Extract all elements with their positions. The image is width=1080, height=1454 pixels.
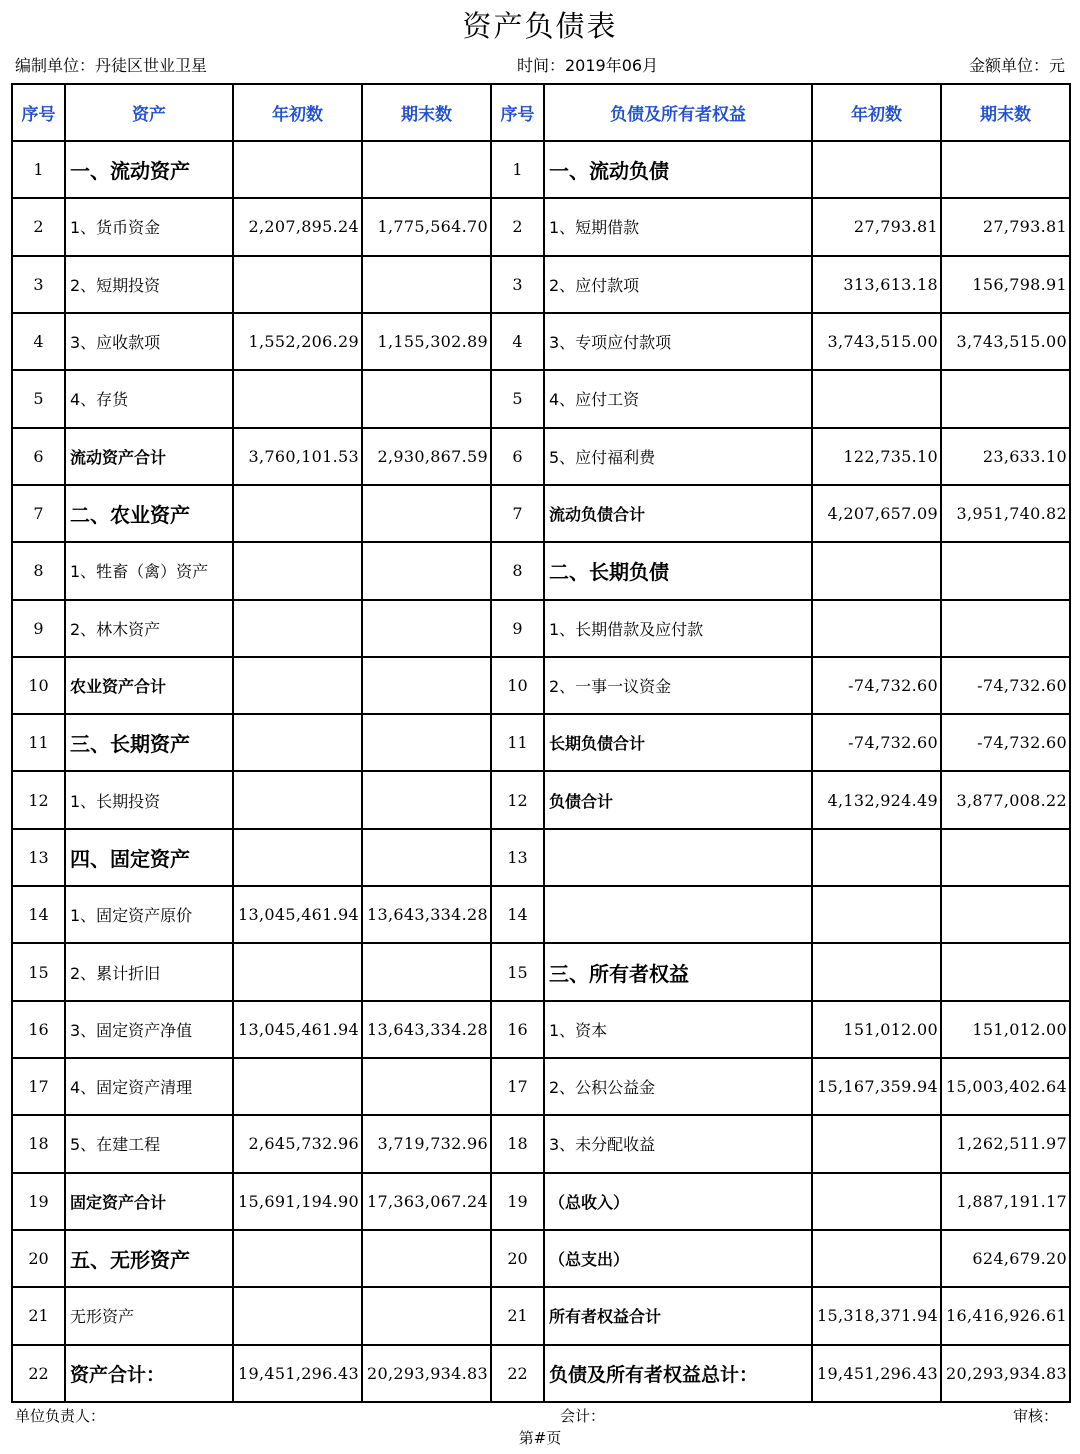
asset-closing-value <box>362 943 491 1000</box>
liability-opening-value: 15,318,371.94 <box>812 1287 941 1344</box>
row-seq-left: 21 <box>12 1287 65 1344</box>
row-seq-right: 13 <box>491 829 544 886</box>
liability-closing-value: 27,793.81 <box>941 198 1070 255</box>
row-seq-left: 17 <box>12 1058 65 1115</box>
liability-equity-name: 3、未分配收益 <box>544 1115 812 1172</box>
liability-closing-value: 3,743,515.00 <box>941 313 1070 370</box>
asset-name: 农业资产合计 <box>65 657 233 714</box>
liability-closing-value <box>941 370 1070 427</box>
row-seq-left: 7 <box>12 485 65 542</box>
liability-equity-name: 负债合计 <box>544 771 812 828</box>
row-seq-left: 14 <box>12 886 65 943</box>
liability-opening-value <box>812 141 941 198</box>
liability-closing-value <box>941 542 1070 599</box>
asset-name: 3、应收款项 <box>65 313 233 370</box>
asset-name: 3、固定资产净值 <box>65 1001 233 1058</box>
liability-equity-name: 三、所有者权益 <box>544 943 812 1000</box>
liability-opening-value: 15,167,359.94 <box>812 1058 941 1115</box>
liability-equity-name: 所有者权益合计 <box>544 1287 812 1344</box>
liability-opening-value: 122,735.10 <box>812 428 941 485</box>
asset-name: 四、固定资产 <box>65 829 233 886</box>
asset-closing-value <box>362 600 491 657</box>
table-row <box>12 313 1070 370</box>
liability-closing-value: 20,293,934.83 <box>941 1345 1070 1402</box>
asset-closing-value <box>362 829 491 886</box>
currency-unit: 金额单位：元 <box>968 56 1065 75</box>
liability-equity-name: 4、应付工资 <box>544 370 812 427</box>
asset-opening-value: 3,760,101.53 <box>233 428 362 485</box>
table-header-row <box>12 84 1070 141</box>
asset-closing-value: 13,643,334.28 <box>362 886 491 943</box>
row-seq-right: 15 <box>491 943 544 1000</box>
liability-closing-value: 624,679.20 <box>941 1230 1070 1287</box>
row-seq-right: 4 <box>491 313 544 370</box>
liability-opening-value: 4,132,924.49 <box>812 771 941 828</box>
liability-opening-value <box>812 600 941 657</box>
header-closing-right: 期末数 <box>941 84 1070 141</box>
row-seq-right: 3 <box>491 256 544 313</box>
asset-name: 五、无形资产 <box>65 1230 233 1287</box>
liability-opening-value: -74,732.60 <box>812 657 941 714</box>
asset-opening-value: 1,552,206.29 <box>233 313 362 370</box>
row-seq-right: 22 <box>491 1345 544 1402</box>
table-row <box>12 370 1070 427</box>
row-seq-left: 22 <box>12 1345 65 1402</box>
asset-name: 固定资产合计 <box>65 1173 233 1230</box>
liability-opening-value: 27,793.81 <box>812 198 941 255</box>
asset-name: 2、短期投资 <box>65 256 233 313</box>
liability-equity-name: （总收入） <box>544 1173 812 1230</box>
table-row <box>12 1287 1070 1344</box>
asset-closing-value <box>362 771 491 828</box>
header-opening-right: 年初数 <box>812 84 941 141</box>
asset-opening-value <box>233 542 362 599</box>
liability-closing-value: 1,887,191.17 <box>941 1173 1070 1230</box>
liability-closing-value: 16,416,926.61 <box>941 1287 1070 1344</box>
row-seq-right: 17 <box>491 1058 544 1115</box>
table-row <box>12 943 1070 1000</box>
asset-name: 2、林木资产 <box>65 600 233 657</box>
row-seq-left: 10 <box>12 657 65 714</box>
asset-opening-value <box>233 370 362 427</box>
asset-closing-value: 20,293,934.83 <box>362 1345 491 1402</box>
liability-opening-value: 4,207,657.09 <box>812 485 941 542</box>
row-seq-right: 16 <box>491 1001 544 1058</box>
liability-closing-value <box>941 829 1070 886</box>
table-row <box>12 829 1070 886</box>
header-seq-left: 序号 <box>12 84 65 141</box>
asset-opening-value <box>233 829 362 886</box>
table-row <box>12 1058 1070 1115</box>
asset-opening-value: 2,645,732.96 <box>233 1115 362 1172</box>
row-seq-left: 12 <box>12 771 65 828</box>
table-row <box>12 886 1070 943</box>
asset-opening-value <box>233 1287 362 1344</box>
asset-closing-value <box>362 370 491 427</box>
row-seq-right: 1 <box>491 141 544 198</box>
footer-auditor: 审核： <box>1012 1407 1058 1425</box>
liability-opening-value <box>812 943 941 1000</box>
asset-closing-value <box>362 1287 491 1344</box>
row-seq-left: 3 <box>12 256 65 313</box>
asset-name: 1、货币资金 <box>65 198 233 255</box>
row-seq-left: 2 <box>12 198 65 255</box>
header-liabilities-equity: 负债及所有者权益 <box>544 84 812 141</box>
liability-equity-name: 长期负债合计 <box>544 714 812 771</box>
row-seq-right: 18 <box>491 1115 544 1172</box>
asset-name: 一、流动资产 <box>65 141 233 198</box>
asset-name: 无形资产 <box>65 1287 233 1344</box>
asset-name: 三、长期资产 <box>65 714 233 771</box>
row-seq-left: 20 <box>12 1230 65 1287</box>
row-seq-left: 6 <box>12 428 65 485</box>
liability-equity-name: 二、长期负债 <box>544 542 812 599</box>
asset-opening-value <box>233 485 362 542</box>
reporting-unit: 编制单位：丹徒区世业卫星 <box>15 56 208 75</box>
row-seq-left: 11 <box>12 714 65 771</box>
asset-closing-value <box>362 256 491 313</box>
asset-closing-value: 2,930,867.59 <box>362 428 491 485</box>
row-seq-left: 13 <box>12 829 65 886</box>
table-row <box>12 771 1070 828</box>
liability-equity-name: 一、流动负债 <box>544 141 812 198</box>
asset-closing-value <box>362 485 491 542</box>
asset-opening-value <box>233 141 362 198</box>
row-seq-left: 1 <box>12 141 65 198</box>
liability-opening-value: 19,451,296.43 <box>812 1345 941 1402</box>
asset-name: 5、在建工程 <box>65 1115 233 1172</box>
liability-equity-name <box>544 829 812 886</box>
liability-closing-value: 23,633.10 <box>941 428 1070 485</box>
table-row <box>12 198 1070 255</box>
footer-accountant: 会计： <box>560 1407 606 1425</box>
asset-closing-value: 1,775,564.70 <box>362 198 491 255</box>
asset-opening-value <box>233 657 362 714</box>
report-time: 时间：2019年06月 <box>517 56 659 75</box>
liability-opening-value: 313,613.18 <box>812 256 941 313</box>
asset-closing-value <box>362 542 491 599</box>
row-seq-left: 15 <box>12 943 65 1000</box>
liability-closing-value: 3,951,740.82 <box>941 485 1070 542</box>
table-row <box>12 485 1070 542</box>
row-seq-left: 19 <box>12 1173 65 1230</box>
row-seq-right: 9 <box>491 600 544 657</box>
asset-opening-value: 19,451,296.43 <box>233 1345 362 1402</box>
asset-name: 1、牲畜（禽）资产 <box>65 542 233 599</box>
asset-opening-value: 15,691,194.90 <box>233 1173 362 1230</box>
table-row <box>12 714 1070 771</box>
row-seq-left: 8 <box>12 542 65 599</box>
table-row <box>12 428 1070 485</box>
asset-name: 二、农业资产 <box>65 485 233 542</box>
asset-opening-value <box>233 256 362 313</box>
row-seq-right: 5 <box>491 370 544 427</box>
asset-closing-value: 3,719,732.96 <box>362 1115 491 1172</box>
asset-name: 1、长期投资 <box>65 771 233 828</box>
liability-closing-value: 151,012.00 <box>941 1001 1070 1058</box>
row-seq-right: 2 <box>491 198 544 255</box>
liability-opening-value <box>812 370 941 427</box>
table-row <box>12 1173 1070 1230</box>
row-seq-left: 16 <box>12 1001 65 1058</box>
asset-name: 1、固定资产原价 <box>65 886 233 943</box>
liability-equity-name: 1、资本 <box>544 1001 812 1058</box>
liability-opening-value: 3,743,515.00 <box>812 313 941 370</box>
liability-equity-name: 1、短期借款 <box>544 198 812 255</box>
asset-closing-value <box>362 1230 491 1287</box>
liability-closing-value <box>941 943 1070 1000</box>
liability-equity-name: 2、应付款项 <box>544 256 812 313</box>
row-seq-right: 6 <box>491 428 544 485</box>
row-seq-left: 18 <box>12 1115 65 1172</box>
liability-equity-name: 2、一事一议资金 <box>544 657 812 714</box>
asset-closing-value: 17,363,067.24 <box>362 1173 491 1230</box>
liability-closing-value <box>941 141 1070 198</box>
row-seq-right: 20 <box>491 1230 544 1287</box>
asset-name: 2、累计折旧 <box>65 943 233 1000</box>
row-seq-right: 19 <box>491 1173 544 1230</box>
liability-opening-value <box>812 1230 941 1287</box>
liability-equity-name: 负债及所有者权益总计： <box>544 1345 812 1402</box>
header-assets: 资产 <box>65 84 233 141</box>
liability-closing-value <box>941 600 1070 657</box>
liability-opening-value <box>812 829 941 886</box>
liability-equity-name: 5、应付福利费 <box>544 428 812 485</box>
liability-equity-name: 1、长期借款及应付款 <box>544 600 812 657</box>
asset-opening-value <box>233 1230 362 1287</box>
table-row <box>12 1230 1070 1287</box>
asset-closing-value <box>362 1058 491 1115</box>
header-opening-left: 年初数 <box>233 84 362 141</box>
asset-closing-value: 13,643,334.28 <box>362 1001 491 1058</box>
asset-opening-value: 2,207,895.24 <box>233 198 362 255</box>
liability-closing-value: -74,732.60 <box>941 714 1070 771</box>
table-row <box>12 542 1070 599</box>
asset-opening-value: 13,045,461.94 <box>233 1001 362 1058</box>
table-row <box>12 600 1070 657</box>
row-seq-right: 14 <box>491 886 544 943</box>
liability-opening-value <box>812 1173 941 1230</box>
liability-closing-value: 15,003,402.64 <box>941 1058 1070 1115</box>
table-row <box>12 1001 1070 1058</box>
asset-closing-value: 1,155,302.89 <box>362 313 491 370</box>
liability-equity-name: 2、公积公益金 <box>544 1058 812 1115</box>
asset-name: 资产合计： <box>65 1345 233 1402</box>
liability-opening-value <box>812 1115 941 1172</box>
asset-closing-value <box>362 714 491 771</box>
liability-equity-name: （总支出） <box>544 1230 812 1287</box>
liability-equity-name <box>544 886 812 943</box>
asset-name: 4、固定资产清理 <box>65 1058 233 1115</box>
table-row <box>12 657 1070 714</box>
row-seq-left: 5 <box>12 370 65 427</box>
liability-closing-value: 156,798.91 <box>941 256 1070 313</box>
row-seq-right: 12 <box>491 771 544 828</box>
liability-closing-value <box>941 886 1070 943</box>
row-seq-right: 10 <box>491 657 544 714</box>
liability-closing-value: 1,262,511.97 <box>941 1115 1070 1172</box>
asset-opening-value <box>233 943 362 1000</box>
header-closing-left: 期末数 <box>362 84 491 141</box>
asset-closing-value <box>362 657 491 714</box>
liability-equity-name: 3、专项应付款项 <box>544 313 812 370</box>
row-seq-right: 7 <box>491 485 544 542</box>
asset-name: 4、存货 <box>65 370 233 427</box>
balance-sheet-table <box>11 83 1071 1403</box>
liability-opening-value: 151,012.00 <box>812 1001 941 1058</box>
table-row <box>12 1345 1070 1402</box>
liability-closing-value: -74,732.60 <box>941 657 1070 714</box>
asset-opening-value: 13,045,461.94 <box>233 886 362 943</box>
footer-responsible: 单位负责人： <box>15 1407 106 1425</box>
asset-opening-value <box>233 1058 362 1115</box>
asset-opening-value <box>233 600 362 657</box>
row-seq-right: 21 <box>491 1287 544 1344</box>
asset-opening-value <box>233 714 362 771</box>
liability-opening-value: -74,732.60 <box>812 714 941 771</box>
liability-equity-name: 流动负债合计 <box>544 485 812 542</box>
liability-closing-value: 3,877,008.22 <box>941 771 1070 828</box>
table-row <box>12 1115 1070 1172</box>
table-row <box>12 256 1070 313</box>
page-title: 资产负债表 <box>462 9 618 43</box>
header-seq-right: 序号 <box>491 84 544 141</box>
row-seq-right: 8 <box>491 542 544 599</box>
asset-name: 流动资产合计 <box>65 428 233 485</box>
page-number: 第#页 <box>518 1429 562 1447</box>
table-row <box>12 141 1070 198</box>
row-seq-left: 9 <box>12 600 65 657</box>
asset-opening-value <box>233 771 362 828</box>
liability-opening-value <box>812 886 941 943</box>
row-seq-left: 4 <box>12 313 65 370</box>
asset-closing-value <box>362 141 491 198</box>
liability-opening-value <box>812 542 941 599</box>
row-seq-right: 11 <box>491 714 544 771</box>
